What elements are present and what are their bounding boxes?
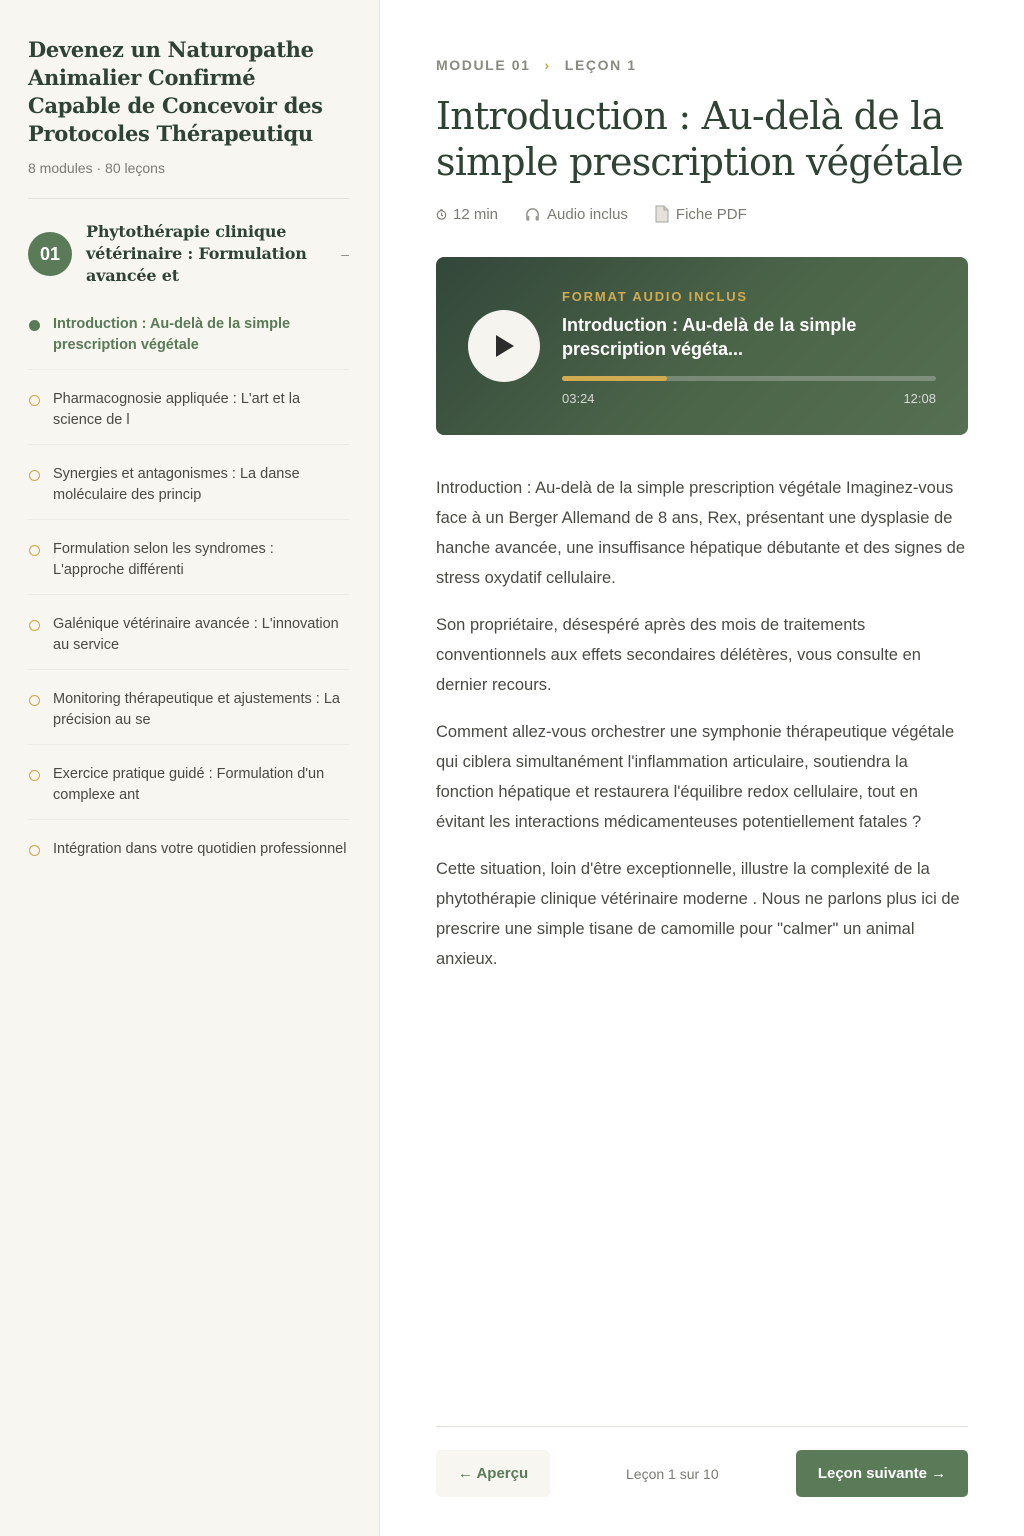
lesson-item[interactable] [28,607,349,670]
lesson-label: Synergies et antagonismes : La danse moléculaire des princip [53,466,300,503]
module-number-badge: 01 [28,232,72,276]
lesson-status-dot-icon [29,470,40,481]
lesson-meta [436,205,968,223]
breadcrumb-module[interactable]: MODULE 01 [436,57,531,73]
lesson-status-dot-icon [29,395,40,406]
lesson-status-dot-icon [29,620,40,631]
sidebar-divider [28,198,349,199]
next-lesson-button[interactable]: Leçon suivante → [796,1450,968,1497]
lesson-label: Intégration dans votre quotidien professionnel [53,841,347,857]
audio-meta [524,206,628,223]
clock-icon [436,209,447,220]
body-paragraph: Son propriétaire, désespéré après des mois de traitements conventionnels aux effets secondaires délétères, vous consulte en dernier recours. [436,616,921,694]
course-title: Devenez un Naturopathe Animalier Confirmé Capable de Concevoir des Protocoles Thérapeutiqu [28,37,323,146]
lesson-label: Introduction : Au-delà de la simple prescription végétale [53,316,291,353]
player-times [562,391,936,406]
lesson-item[interactable] [28,457,349,520]
audio-progress-fill [562,376,667,381]
lesson-status-dot-icon [29,695,40,706]
duration-text: 12 min [453,205,499,223]
duration-meta [436,206,498,223]
body-paragraph: Cette situation, loin d'être exceptionnelle, illustre la complexité de la phytothérapie clinique vétérinaire moderne . Nous ne parlons plus ici de prescrire une simple tisane de camomille pour "calmer" un animal anxieux. [436,860,960,968]
lesson-content [436,0,968,991]
body-paragraph: Comment allez-vous orchestrer une symphonie thérapeutique végétale qui ciblera simultanément l'inflammation articulaire, soutiendra la fonction hépatique et restaurera l'équilibre redox cellulaire, tout en évitant les interactions médicamenteuses potentiellement fatales ? [436,723,955,831]
lesson-status-dot-icon [29,545,40,556]
current-time: 03:24 [562,391,595,406]
lesson-item[interactable] [28,682,349,745]
total-time: 12:08 [903,391,936,406]
breadcrumb [436,57,968,73]
lesson-body [436,473,968,974]
lesson-label: Galénique vétérinaire avancée : L'innovation au service [53,616,339,653]
lesson-item[interactable] [28,382,349,445]
play-icon [492,333,516,359]
current-lesson-dot-icon [29,320,40,331]
audio-player [436,257,968,435]
lesson-label: Exercice pratique guidé : Formulation d'un complexe ant [53,766,325,803]
headphones-icon [524,206,541,223]
lesson-item[interactable] [28,832,349,873]
course-meta: 8 modules · 80 leçons [28,160,165,176]
breadcrumb-lesson: LEÇON 1 [564,57,637,73]
module-title: Phytothérapie clinique vétérinaire : Formulation avancée et [86,222,307,285]
lesson-label: Pharmacognosie appliquée : L'art et la science de l [53,391,301,428]
previous-button[interactable]: ← Aperçu [436,1450,550,1497]
chevron-right-icon: › [544,57,551,73]
lesson-status-dot-icon [29,770,40,781]
page-title: Introduction : Au-delà de la simple prescription végétale [436,94,963,184]
player-info [562,289,936,406]
play-button[interactable] [468,310,540,382]
audio-progress-bar[interactable] [562,376,936,381]
pdf-meta[interactable] [654,205,747,223]
player-track-title: Introduction : Au-delà de la simple prescription végéta... [562,315,857,359]
module-header[interactable] [28,221,349,287]
lesson-list [28,307,349,873]
lesson-label: Formulation selon les syndromes : L'approche différenti [53,541,274,578]
player-kicker: FORMAT AUDIO INCLUS [562,289,748,304]
pager-text: Leçon 1 sur 10 [626,1466,719,1482]
lesson-item[interactable] [28,757,349,820]
lesson-label: Monitoring thérapeutique et ajustements : La précision au se [53,691,340,728]
document-icon [654,205,670,223]
lesson-status-dot-icon [29,845,40,856]
pdf-text: Fiche PDF [675,205,747,223]
body-paragraph: Introduction : Au-delà de la simple prescription végétale Imaginez-vous face à un Berger Allemand de 8 ans, Rex, présentant une dysplasie de hanche avancée, une insuffisance hépatique débutante et des signes de stress oxydatif cellulaire. [436,479,966,587]
lesson-item[interactable] [28,532,349,595]
lesson-footer [436,1426,968,1482]
course-sidebar [0,0,380,1536]
collapse-toggle-icon[interactable]: – [341,246,349,262]
lesson-item[interactable] [28,307,349,370]
audio-text: Audio inclus [547,205,628,223]
